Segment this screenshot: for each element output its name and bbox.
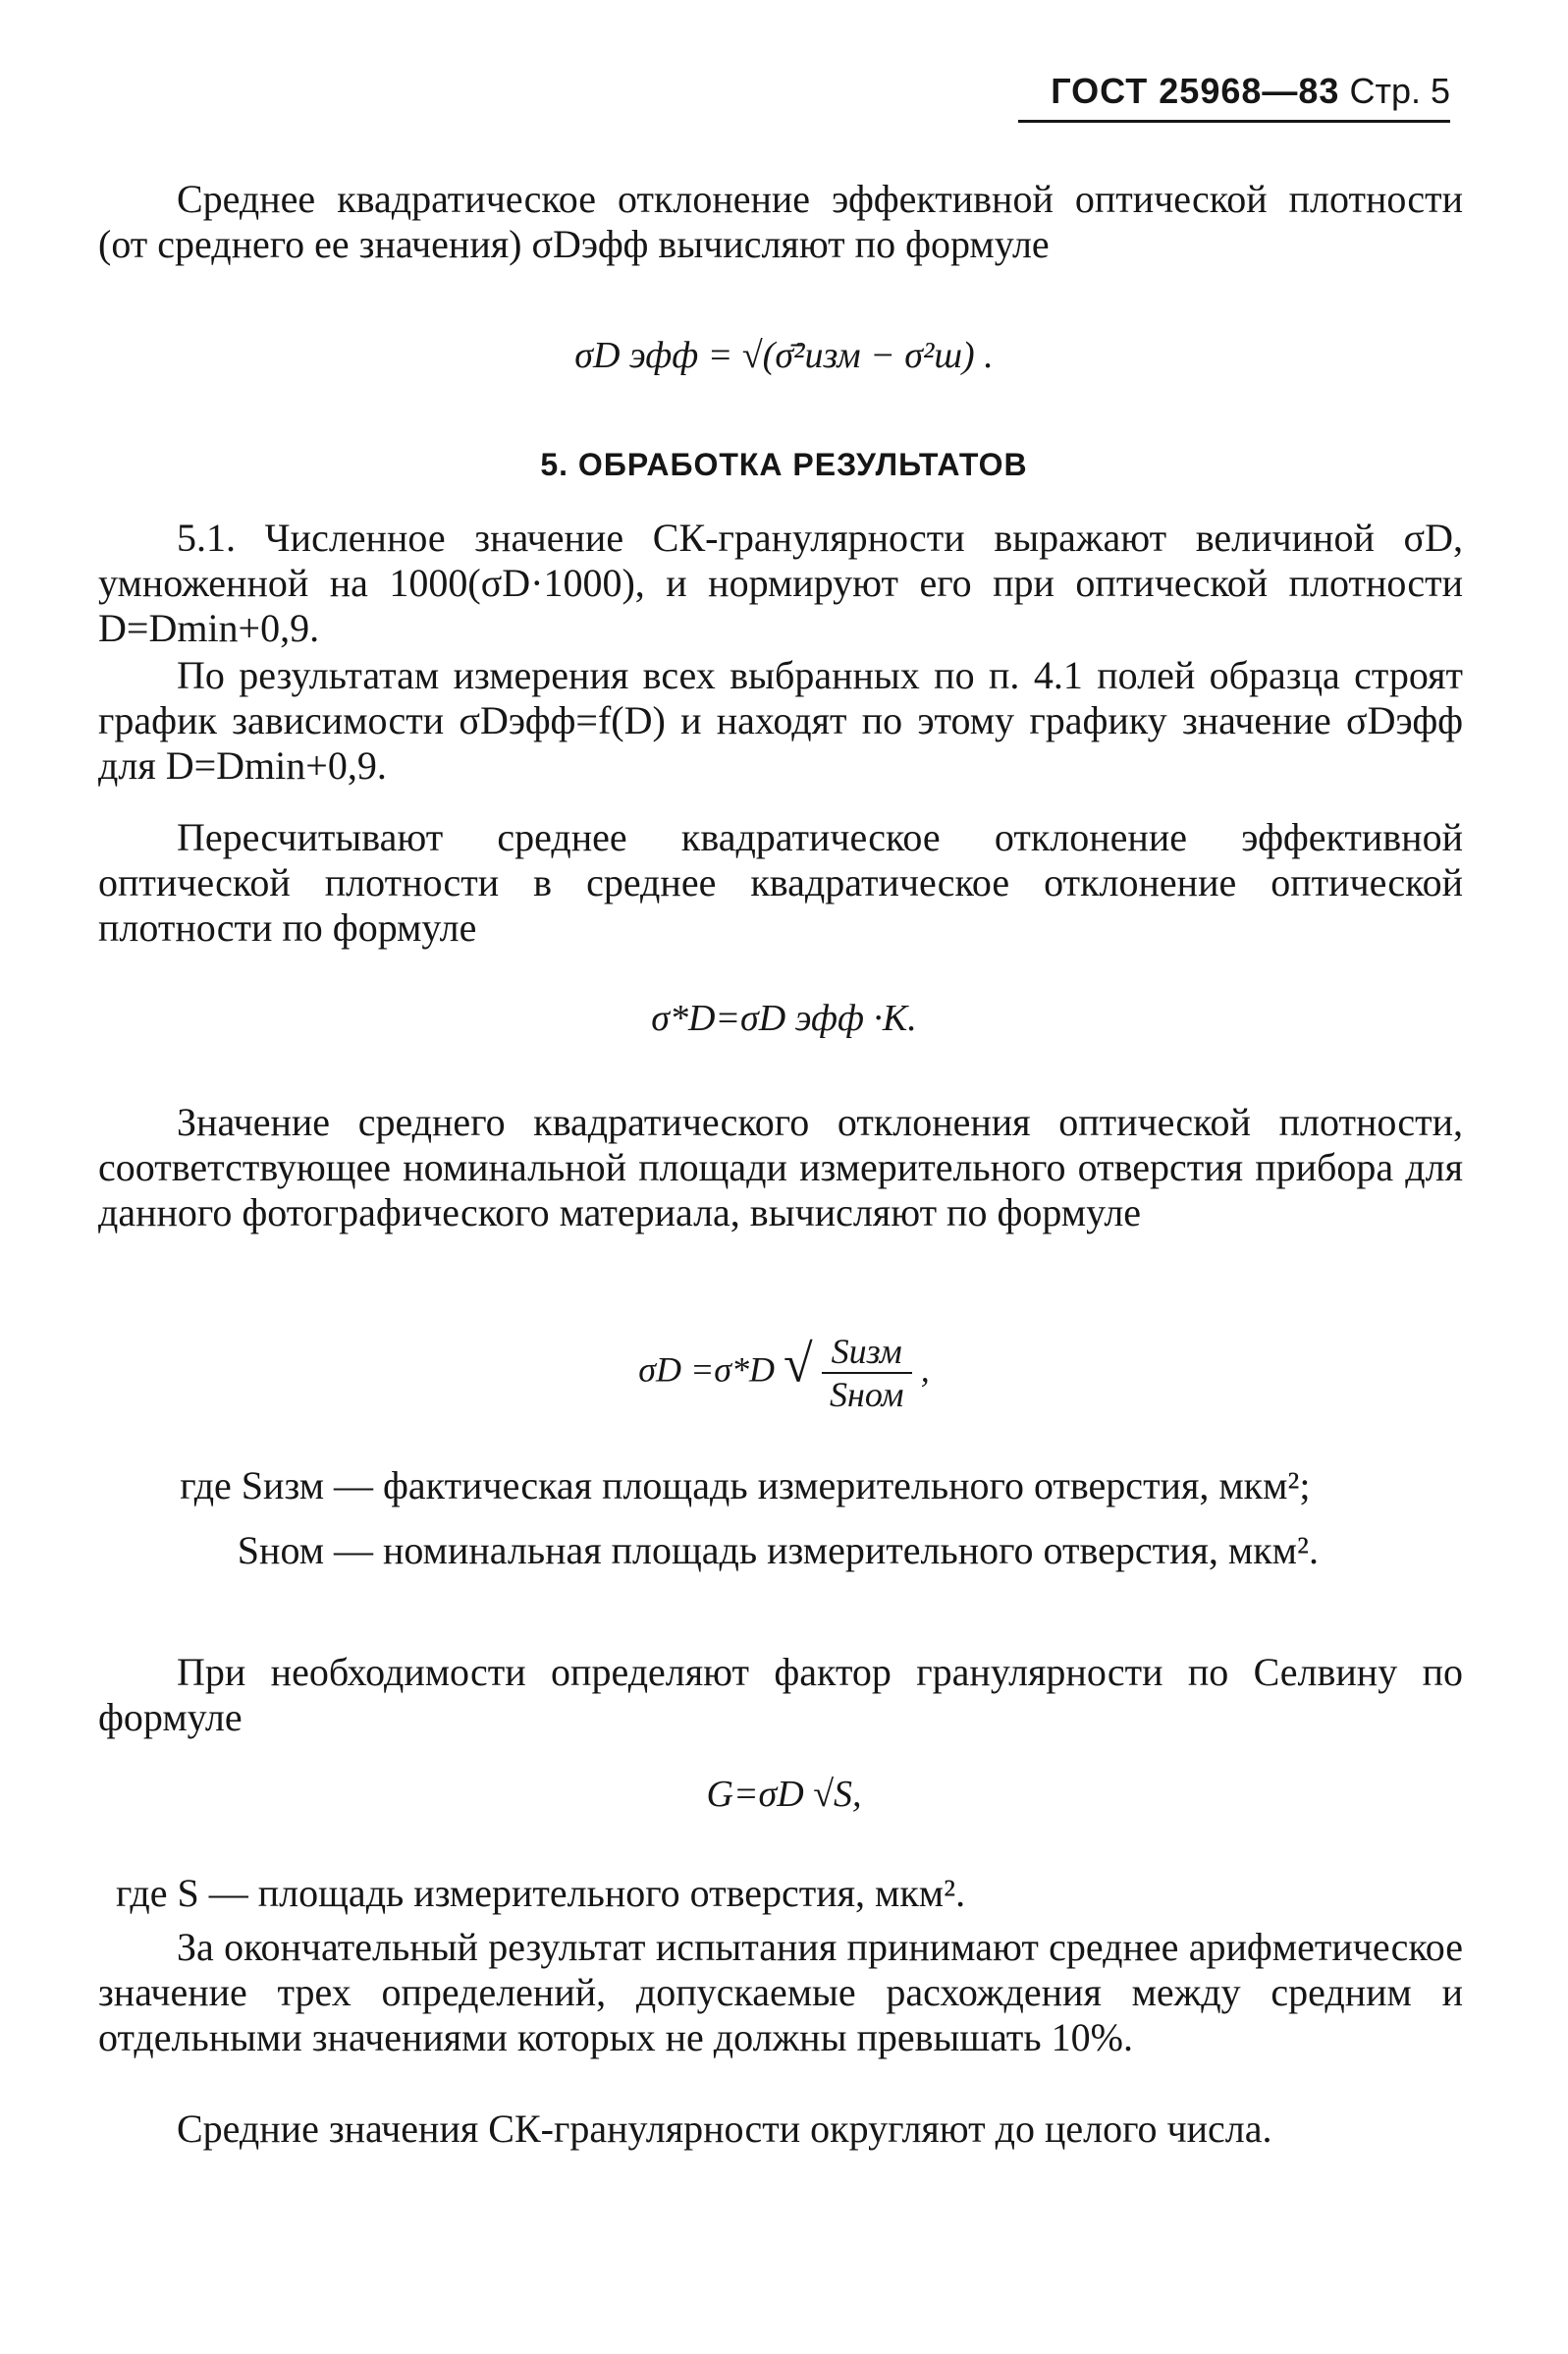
definition-term: где Sизм — <box>180 1463 373 1507</box>
page-number: Стр. 5 <box>1349 71 1450 111</box>
gost-number: ГОСТ 25968—83 <box>1051 71 1340 111</box>
paragraph-5-1: 5.1. Численное значение СК-гранулярности выражают величиной σD, умноженной на 1000(σD·1000), и нормируют его при оптической плотности D=Dmin+0,9. <box>98 516 1463 650</box>
formula-3-numerator: Sизм <box>822 1331 912 1374</box>
paragraph-recalc: Пересчитывают среднее квадратическое отклонение эффективной оптической плотности в среднее квадратическое отклонение оптической плотности по формуле <box>98 815 1463 950</box>
paragraph-where-s: где S — площадь измерительного отверстия, мкм². <box>116 1871 966 1915</box>
definition-row <box>128 1463 1463 1508</box>
formula-3-denominator: Sном <box>829 1375 904 1414</box>
paragraph-sigma-eff: Среднее квадратическое отклонение эффективной оптической плотности (от среднего ее значения) σDэфф вычисляют по формуле <box>98 177 1463 266</box>
formula-sigma-eff: σD эфф = √(σ̄²изм − σ²ш) . <box>574 335 994 376</box>
definition-body: номинальная площадь измерительного отверстия, мкм². <box>383 1528 1319 1572</box>
definition-term: Sном — <box>237 1528 373 1572</box>
sqrt-sign: √ <box>784 1334 813 1394</box>
paragraph-graph: По результатам измерения всех выбранных по п. 4.1 полей образца строят график зависимости σDэфф=f(D) и находят по этому графику значение σDэфф для D=Dmin+0,9. <box>98 653 1463 788</box>
formula-3-tail: , <box>920 1349 930 1390</box>
formula-sigma-star: σ*D=σD эфф ·K. <box>651 998 917 1039</box>
formula-3-lhs: σD =σ*D <box>638 1349 776 1390</box>
paragraph-selwyn: При необходимости определяют фактор гранулярности по Селвину по формуле <box>98 1650 1463 1739</box>
formula-sigma-d <box>0 1331 1568 1415</box>
formula-3-fraction <box>822 1331 912 1415</box>
definitions-list <box>128 1463 1463 1573</box>
section-heading: 5. ОБРАБОТКА РЕЗУЛЬТАТОВ <box>540 447 1028 482</box>
definition-body: фактическая площадь измерительного отверстия, мкм²; <box>383 1463 1311 1507</box>
definition-row <box>128 1528 1463 1573</box>
formula-selwyn: G=σD √S, <box>706 1774 862 1815</box>
page-header <box>979 71 1450 112</box>
paragraph-final: За окончательный результат испытания принимают среднее арифметическое значение трех определений, допускаемые расхождения между средним и отдельными значениями которых не должны превышать 10%. <box>98 1925 1463 2059</box>
paragraph-nominal: Значение среднего квадратического отклонения оптической плотности, соответствующее номинальной площади измерительного отверстия прибора для данного фотографического материала, вычисляют по формуле <box>98 1100 1463 1234</box>
paragraph-round: Средние значения СК-гранулярности округляют до целого числа. <box>177 2107 1272 2151</box>
header-rule <box>1018 120 1450 123</box>
